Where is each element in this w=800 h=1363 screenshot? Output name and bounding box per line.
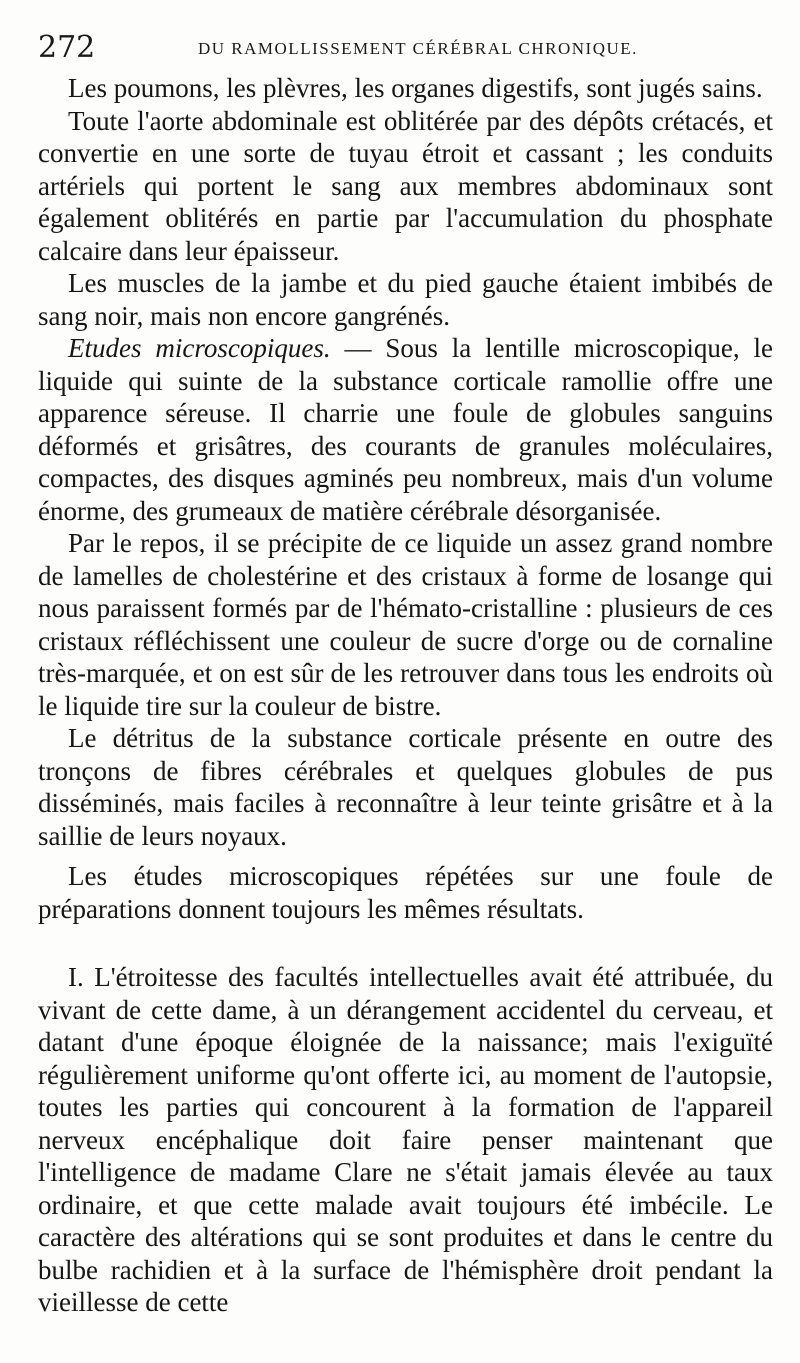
page-number: 272 bbox=[38, 30, 96, 65]
section-spacer bbox=[38, 925, 773, 961]
paragraph bbox=[38, 332, 773, 527]
running-head: DU RAMOLLISSEMENT CÉRÉBRAL CHRONIQUE. bbox=[198, 39, 638, 58]
paragraph: Les études microscopiques répétées sur une foule de préparations donnent toujours les mêmes résultats. bbox=[38, 861, 773, 924]
paragraph-text: — Sous la lentille microscopique, le liquide qui suinte de la substance corticale ramollie offre une apparence séreuse. Il charrie une foule de globules sanguins déformés et grisâtres, des courants de granules moléculaires, compactes, des disques agminés peu nombreux, mais d'un volume énorme, des grumeaux de matière cérébrale désorganisée. bbox=[38, 333, 773, 526]
paragraph: Toute l'aorte abdominale est oblitérée par des dépôts crétacés, et convertie en une sorte de tuyau étroit et cassant ; les conduits artériels qui portent le sang aux membres abdominaux sont également oblitérés en partie par l'accumulation du phosphate calcaire dans leur épaisseur. bbox=[38, 105, 773, 266]
paragraph: Par le repos, il se précipite de ce liquide un assez grand nombre de lamelles de cholestérine et des cristaux à forme de losange qui nous paraissent formés par de l'hémato-cristalline : plusieurs de ces cristaux réfléchissent une couleur de sucre d'orge ou de cornaline très-marquée, et on est sûr de les retrouver dans tous les endroits où le liquide tire sur la couleur de bistre. bbox=[38, 528, 773, 721]
paragraph: Le détritus de la substance corticale présente en outre des tronçons de fibres cérébrales et quelques globules de pus disséminés, mais faciles à reconnaître à leur teinte grisâtre et à la saillie de leurs noyaux. bbox=[38, 723, 773, 851]
paragraph-lead: Etudes microscopiques. bbox=[68, 333, 331, 363]
paragraph: Les poumons, les plèvres, les organes digestifs, sont jugés sains. bbox=[68, 73, 763, 103]
page-header bbox=[38, 30, 778, 70]
paragraph: I. L'étroitesse des facultés intellectuelles avait été attribuée, du vivant de cette dame, à un dérangement accidentel du cerveau, et datant d'une époque éloignée de la naissance; mais l'exiguïté régulièrement uniforme qu'ont offerte ici, au moment de l'autopsie, toutes les parties qui concourent à la formation de l'appareil nerveux encéphalique doit faire penser maintenant que l'intelligence de madame Clare ne s'était jamais élevée au taux ordinaire, et que cette malade avait toujours été imbécile. Le caractère des altérations qui se sont produites et dans le centre du bulbe rachidien et à la surface de l'hémisphère droit pendant la vieillesse de cette bbox=[38, 962, 773, 1317]
paragraph: Les muscles de la jambe et du pied gauche étaient imbibés de sang noir, mais non encore gangrénés. bbox=[38, 268, 773, 331]
body-text bbox=[38, 72, 773, 1319]
